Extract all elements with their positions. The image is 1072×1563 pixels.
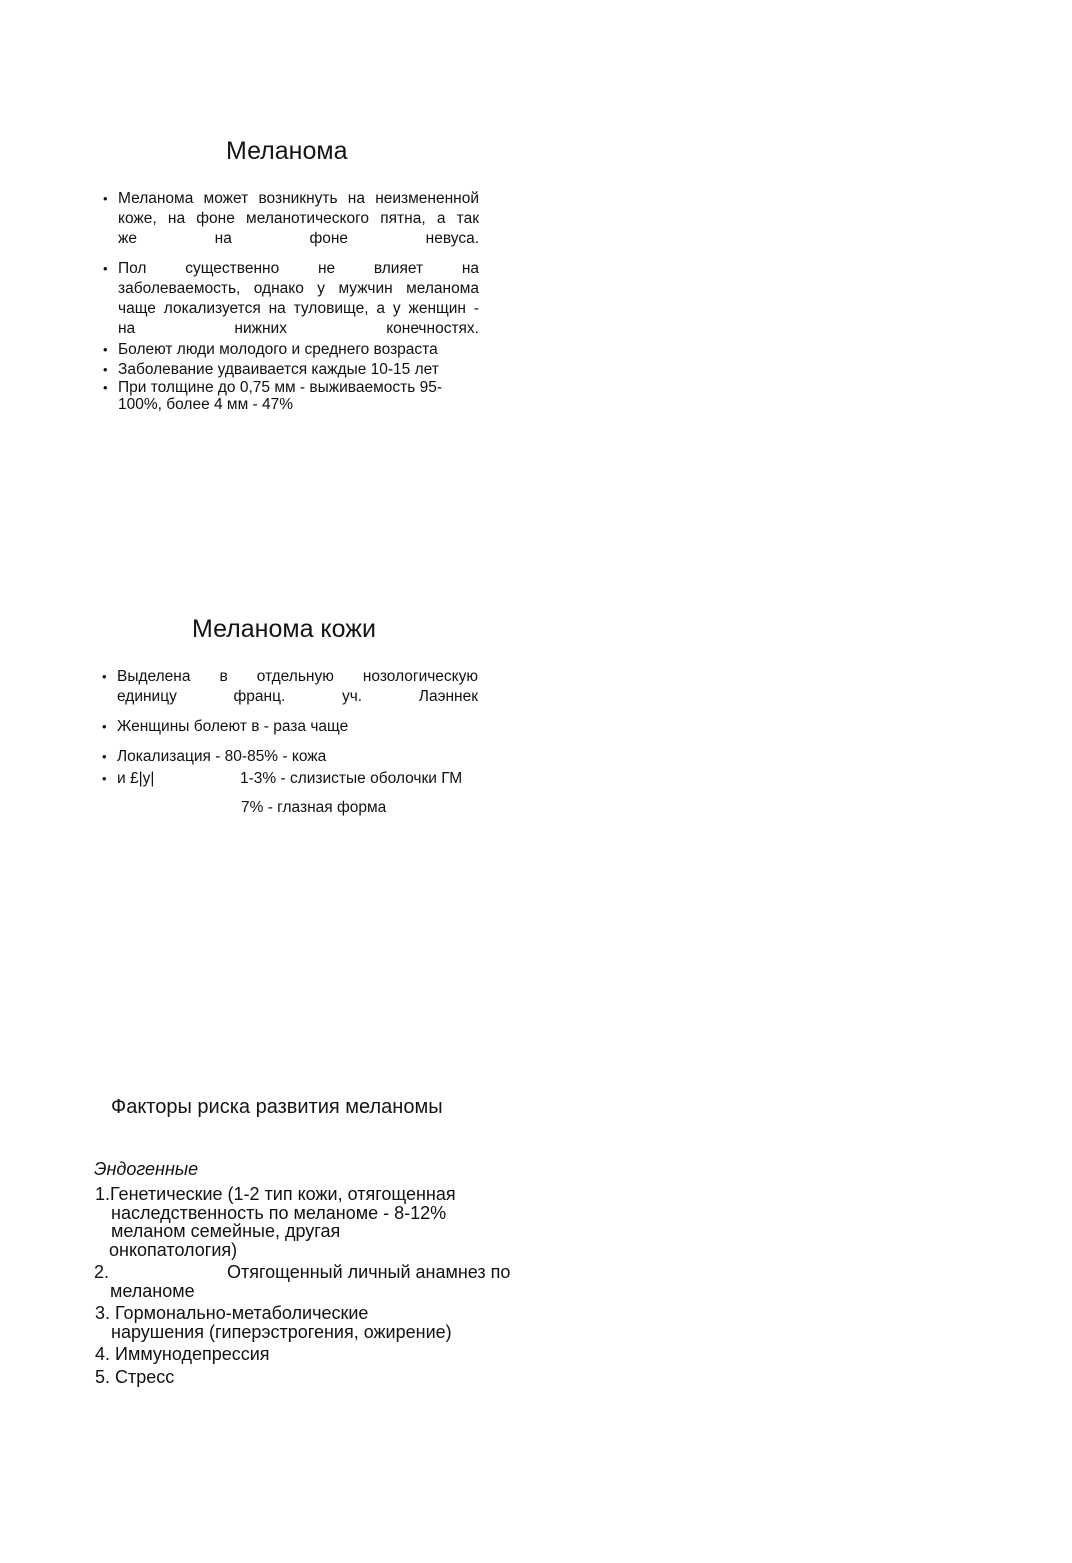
section2-eye-form: 7% - глазная форма [241,799,387,816]
list-item: • Выделена в отдельную нозологическую единицу франц. уч. Лаэннек [102,667,478,707]
section1-title: Меланома [226,137,348,165]
list-item: • Заболевание удваивается каждые 10-15 лет [103,360,479,380]
list-item: • Женщины болеют в - раза чаще [102,717,478,737]
list-item: 1.Генетические (1-2 тип кожи, отягощенная наследственность по меланоме - 8-12% меланом семейные, другая онкопатология) [95,1184,456,1260]
list-item: • Локализация - 80-85% - кожа [102,747,478,767]
risk-factors-list [95,1185,535,1386]
section3-subtitle: Эндогенные [94,1159,199,1179]
section2-title: Меланома кожи [192,615,376,643]
list-item: • При толщине до 0,75 мм - выживаемость 95- 100%, более 4 мм - 47% [103,380,479,413]
section3-title: Факторы риска развития меланомы [111,1096,443,1118]
list-item: • и £|у| 1-3% - слизистые оболочки ГМ [102,769,478,789]
list-item: • Пол существенно не влияет на заболеваемость, однако у мужчин меланома чаще локализуется на туловище, а у женщин - на нижних конечностях. [103,259,479,339]
list-item: 2. Отягощенный личный анамнез по меланоме [94,1262,511,1301]
list-item: • Болеют люди молодого и среднего возраста [103,340,479,360]
list-item: • Меланома может возникнуть на неизмененной коже, на фоне меланотического пятна, а так же на фоне невуса. [103,189,479,249]
list-item: 4. Иммунодепрессия [95,1344,270,1364]
section2-bullet-list [102,667,478,789]
list-item: 3. Гормонально-метаболические нарушения (гиперэстрогения, ожирение) [95,1303,452,1342]
list-item: 5. Стресс [95,1366,175,1387]
section1-bullet-list [103,189,479,413]
